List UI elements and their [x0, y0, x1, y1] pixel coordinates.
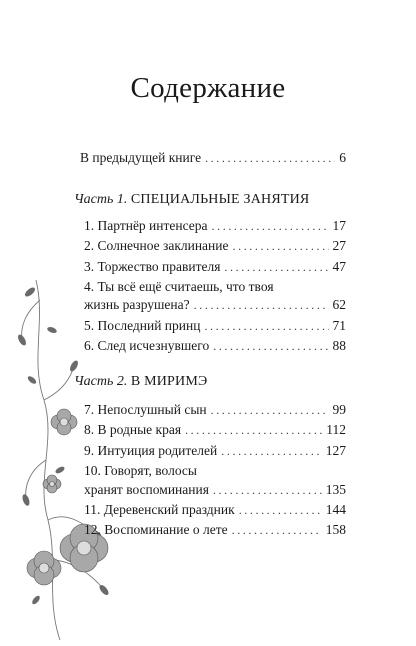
toc-leader-dots — [232, 522, 322, 538]
toc-entry — [84, 218, 346, 234]
toc-entry — [84, 502, 346, 518]
toc-leader-dots — [205, 150, 335, 166]
part-heading-1 — [74, 192, 309, 208]
toc-entry-intro — [80, 150, 346, 166]
toc-leader-dots — [239, 502, 322, 518]
toc-entry — [84, 318, 346, 334]
toc-entry-first-line: 4. Ты всё ещё считаешь, что твоя — [84, 279, 274, 294]
toc-entry — [84, 422, 346, 438]
toc-entry-page: 17 — [332, 218, 346, 233]
toc-leader-dots — [194, 297, 329, 313]
part-name: СПЕЦИАЛЬНЫЕ ЗАНЯТИЯ — [130, 192, 310, 207]
toc-entry-text: 1. Партнёр интенсера — [84, 218, 208, 233]
toc-entry-page: 27 — [332, 238, 346, 253]
toc-entry-page: 6 — [339, 150, 346, 165]
toc-entry — [84, 522, 346, 538]
part-label: Часть 2. — [74, 374, 128, 389]
page-title: Содержание — [130, 72, 286, 104]
toc-leader-dots — [213, 338, 328, 354]
toc-leader-dots — [224, 259, 328, 275]
toc-entry-text: 2. Солнечное заклинание — [84, 238, 229, 253]
toc-entry-text: 11. Деревенский праздник — [84, 502, 235, 517]
toc-entry-page: 112 — [326, 422, 346, 437]
toc-entry-page: 127 — [325, 443, 346, 458]
toc-entry-text: хранят воспоминания — [84, 482, 209, 497]
toc-entry-page: 88 — [332, 338, 346, 353]
part-heading-2 — [74, 374, 207, 390]
toc-leader-dots — [185, 422, 322, 438]
toc-entry-page: 62 — [332, 297, 346, 312]
toc-leader-dots — [233, 238, 329, 254]
toc-entry — [84, 443, 346, 459]
toc-entry-page: 144 — [325, 502, 346, 517]
toc-entry-text: 6. След исчезнувшего — [84, 338, 210, 353]
toc-entry-text: 3. Торжество правителя — [84, 259, 221, 274]
toc-entry — [84, 482, 346, 498]
toc-entry — [84, 259, 346, 275]
toc-leader-dots — [213, 482, 322, 498]
toc-leader-dots — [221, 443, 321, 459]
toc-entry-page: 71 — [332, 318, 346, 333]
toc-entry-text: 9. Интуиция родителей — [84, 443, 218, 458]
toc-entry — [84, 238, 346, 254]
toc-entry-text: 8. В родные края — [84, 422, 182, 437]
toc-entry-page: 99 — [332, 402, 346, 417]
toc-entry-text: 5. Последний принц — [84, 318, 201, 333]
toc-entry — [84, 338, 346, 354]
toc-entry-first-line: 10. Говорят, волосы — [84, 463, 197, 478]
toc-entry-text: В предыдущей книге — [80, 150, 202, 165]
toc-entry-page: 135 — [325, 482, 346, 497]
toc-entry-text: 7. Непослушный сын — [84, 402, 207, 417]
toc-entry — [84, 402, 346, 418]
toc-leader-dots — [204, 318, 328, 334]
toc-entry-text: 12. Воспоминание о лете — [84, 522, 228, 537]
toc-entry-text: жизнь разрушена? — [84, 297, 190, 312]
toc-entry-page: 158 — [325, 522, 346, 537]
toc-entry — [84, 297, 346, 313]
part-label: Часть 1. — [74, 192, 128, 207]
toc-leader-dots — [211, 402, 329, 418]
toc-leader-dots — [212, 218, 329, 234]
toc-entry-page: 47 — [332, 259, 346, 274]
part-name: В МИРИМЭ — [130, 374, 208, 389]
